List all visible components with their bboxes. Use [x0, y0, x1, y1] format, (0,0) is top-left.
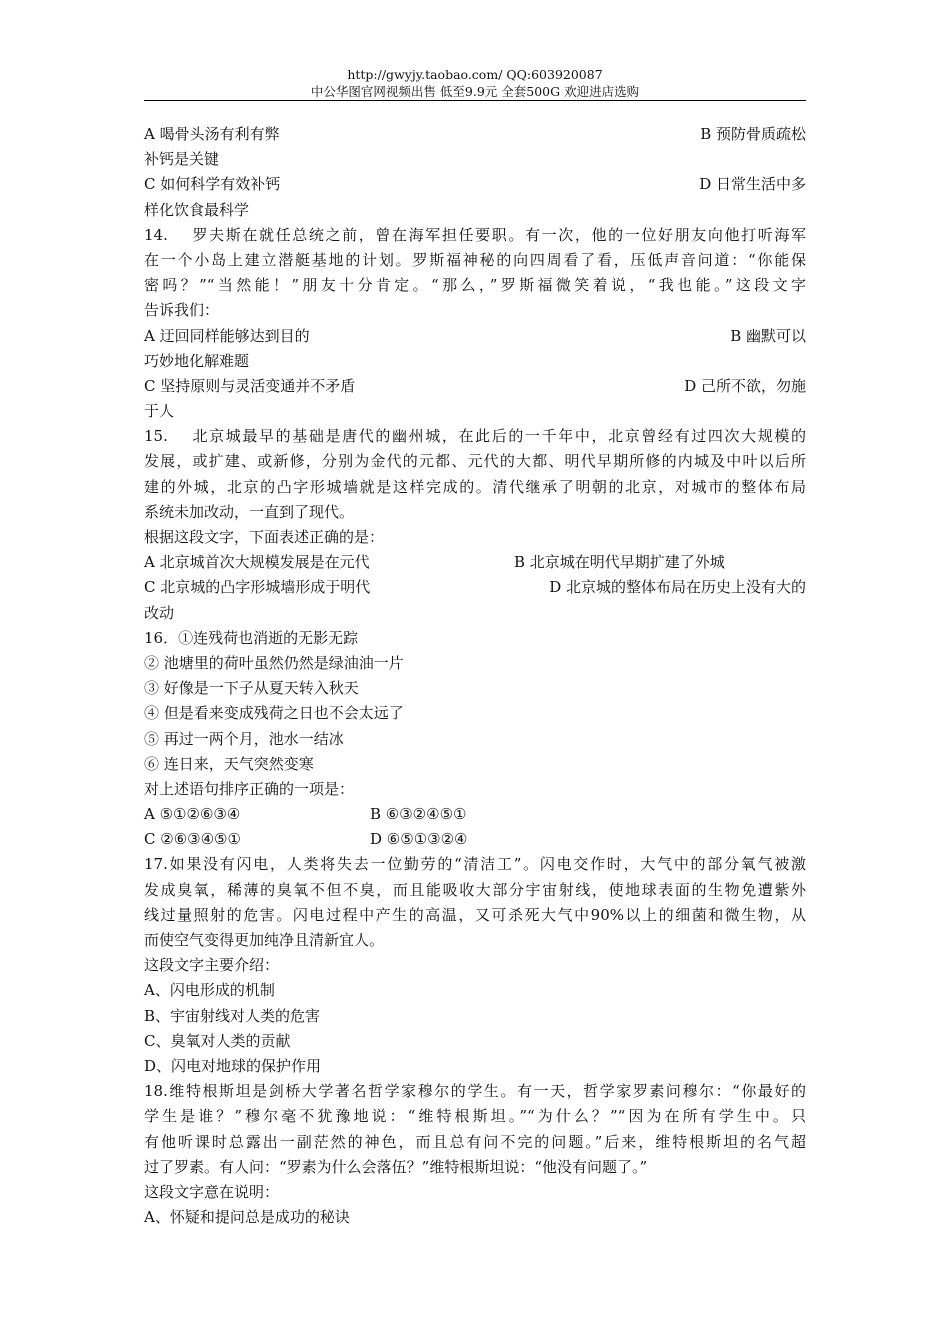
q18-option-a: A、怀疑和提问总是成功的秘诀 [144, 1208, 350, 1227]
header-rule [144, 100, 806, 101]
q16-sentence: ⑥ 连日来，天气突然变寒 [144, 754, 314, 773]
q13-option-row [144, 122, 806, 147]
q14-option-c: C 坚持原则与灵活变通并不矛盾 [144, 376, 356, 395]
q14-option-row [144, 374, 806, 399]
q15-paragraph-line: 15. 北京城最早的基础是唐代的幽州城，在此后的一千年中，北京曾经有过四次大规模的 [144, 427, 806, 446]
q14-option-row [144, 324, 806, 349]
q16-option-d: D ⑥⑤①③②④ [370, 830, 468, 849]
q13-option-b-continued: 补钙是关键 [144, 150, 220, 169]
q16-question: 对上述语句排序正确的一项是： [144, 779, 355, 798]
q13-option-d-continued: 样化饮食最科学 [144, 200, 250, 219]
q15-option-a: A 北京城首次大规模发展是在元代 [144, 553, 370, 572]
q15-option-c: C 北京城的凸字形城墙形成于明代 [144, 578, 371, 597]
q16-option-c: C ②⑥③④⑤① [144, 830, 241, 849]
q15-option-d-continued: 改动 [144, 603, 175, 622]
q17-paragraph-line: 线过量照射的危害。闪电过程中产生的高温，又可杀死大气中90%以上的细菌和微生物，从 [144, 905, 806, 924]
q16-option-b: B ⑥③②④⑤① [370, 805, 467, 824]
q15-paragraph-line: 建的外城，北京的凸字形城墙就是这样完成的。清代继承了明朝的北京，对城市的整体布局 [144, 477, 806, 496]
q17-question: 这段文字主要介绍： [144, 956, 280, 975]
q15-paragraph-line: 发展，或扩建、或新修，分别为金代的元都、元代的大都、明代早期所修的内城及中叶以后所 [144, 452, 806, 471]
q15-option-row [144, 550, 806, 575]
q15-question: 根据这段文字，下面表述正确的是： [144, 528, 385, 546]
header-ad-line: 中公华图官网视频出售 低至9.9元 全套500G 欢迎进店选购 [310, 84, 640, 99]
q18-paragraph-line: 有他听课时总露出一副茫然的神色，而且总有问不完的问题。”后来，维特根斯坦的名气超 [144, 1132, 806, 1151]
q17-option-d: D、闪电对地球的保护作用 [144, 1056, 322, 1075]
q16-sentence: 16．①连残荷也消逝的无影无踪 [144, 628, 359, 647]
q16-option-a: A ⑤①②⑥③④ [144, 805, 241, 824]
q14-paragraph-line: 密吗？”“当然能！”朋友十分肯定。“那么，”罗斯福微笑着说，“我也能。”这段文字 [144, 276, 806, 295]
q14-option-d: D 己所不欲，勿施 [684, 376, 806, 395]
q16-sentence: ⑤ 再过一两个月，池水一结冰 [144, 729, 344, 748]
q16-option-row [144, 827, 806, 852]
q14-paragraph-line: 在一个小岛上建立潜艇基地的计划。罗斯福神秘的向四周看了看，压低声音问道：“你能保 [144, 250, 806, 269]
q16-sentence: ② 池塘里的荷叶虽然仍然是绿油油一片 [144, 653, 404, 672]
q15-paragraph-line: 系统未加改动，一直到了现代。 [144, 502, 355, 521]
q17-paragraph-line: 发成臭氧，稀薄的臭氧不但不臭，而且能吸收大部分宇宙射线，使地球表面的生物免遭紫外 [144, 880, 806, 899]
q14-option-d-continued: 于人 [144, 402, 175, 421]
q14-paragraph-line: 告诉我们： [144, 301, 220, 320]
q14-paragraph-line: 14. 罗夫斯在就任总统之前，曾在海军担任要职。有一次，他的一位好朋友向他打听海军 [144, 225, 806, 244]
q17-paragraph-line: 而使空气变得更加纯净且清新宜人。 [144, 931, 385, 949]
q18-paragraph-line: 18.维特根斯坦是剑桥大学著名哲学家穆尔的学生。有一天，哲学家罗素问穆尔：“你最好的 [144, 1082, 806, 1101]
q18-paragraph-line: 过了罗素。有人问：“罗素为什么会落伍？”维特根斯坦说：“他没有问题了。” [144, 1157, 648, 1176]
page-content [144, 122, 806, 1230]
q16-sentence: ④ 但是看来变成残荷之日也不会太远了 [144, 704, 404, 723]
q16-option-row [144, 802, 806, 827]
q14-option-b-continued: 巧妙地化解难题 [144, 351, 250, 370]
q18-question: 这段文字意在说明： [144, 1182, 280, 1201]
q17-option-c: C、臭氧对人类的贡献 [144, 1031, 291, 1050]
q13-option-d: D 日常生活中多 [699, 175, 806, 194]
q13-option-row [144, 172, 806, 197]
q16-sentence: ③ 好像是一下子从夏天转入秋天 [144, 679, 359, 698]
q14-option-a: A 迂回同样能够达到目的 [144, 326, 310, 345]
q18-paragraph-line: 学生是谁？”穆尔毫不犹豫地说：“维特根斯坦。”“为什么？”“因为在所有学生中。只 [144, 1107, 806, 1126]
q14-option-b: B 幽默可以 [730, 326, 806, 345]
q15-option-b: B 北京城在明代早期扩建了外城 [514, 553, 725, 572]
q13-option-b: B 预防骨质疏松 [700, 125, 806, 143]
header-url-line: http://gwyjy.taobao.com/ QQ:603920087 [347, 67, 603, 82]
q17-paragraph-line: 17.如果没有闪电，人类将失去一位勤劳的“清洁工”。闪电交作时，大气中的部分氧气被激 [144, 855, 806, 874]
q15-option-d: D 北京城的整体布局在历史上没有大的 [549, 578, 806, 597]
q13-option-a: A 喝骨头汤有利有弊 [144, 125, 280, 143]
q15-option-row [144, 575, 806, 600]
q17-option-a: A、闪电形成的机制 [144, 981, 275, 1000]
q17-option-b: B、宇宙射线对人类的危害 [144, 1006, 321, 1025]
q13-option-c: C 如何科学有效补钙 [144, 175, 281, 194]
page-header [144, 66, 806, 100]
